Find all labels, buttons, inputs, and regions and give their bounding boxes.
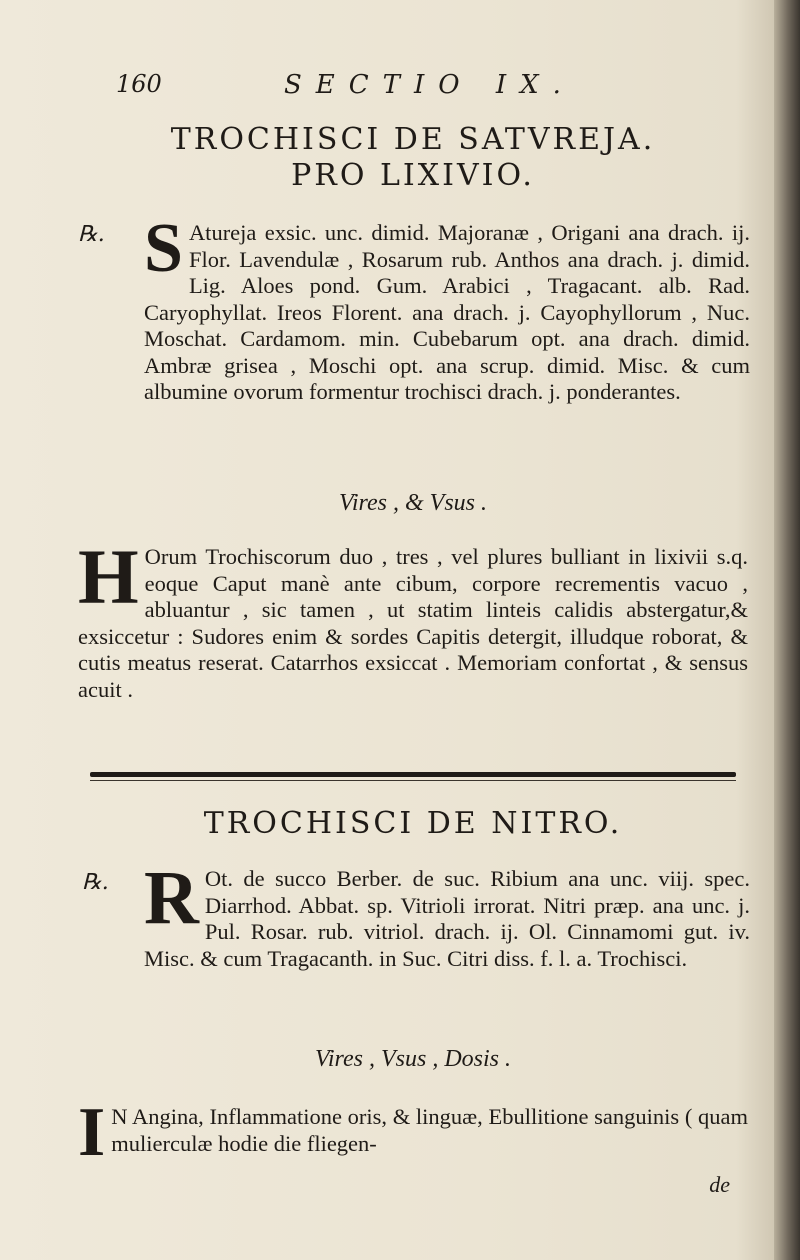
page-header	[116, 70, 676, 104]
section2-paragraph: Ot. de succo Berber. de suc. Ribium ana unc. viij. spec. Diarrhod. Abbat. sp. Vitrioli irrorat. Nitri præp. ana unc. j. Pul. Rosar. rub. vitriol. drach. ij. Ol. Cinnamomi gut. iv. Misc. & cum Tragacanth. in Suc. Citri diss. f. l. a. Trochisci.	[144, 866, 750, 971]
section1-usage	[78, 533, 748, 703]
section2-usage	[78, 1094, 748, 1171]
catchword: de	[709, 1172, 730, 1197]
recipe-symbol-2: ℞.	[82, 870, 109, 895]
section2-usage-paragraph: N Angina, Inflammatione oris, & linguæ, Ebullitione sanguinis ( quam mulierculæ hodie die fliegen-	[111, 1104, 748, 1156]
page-number: 160	[116, 70, 162, 98]
section-divider	[90, 772, 736, 777]
section1-title-line2: PRO LIXIVIO.	[291, 158, 535, 193]
section1-title-line1: TROCHISCI DE SATVREJA.	[170, 122, 656, 157]
section-divider-thin	[90, 780, 736, 781]
section2-subheading: Vires , Vsus , Dosis .	[314, 1046, 511, 1072]
running-head: SECTIO IX.	[284, 70, 575, 100]
section1-subheading: Vires , & Vsus .	[339, 490, 487, 516]
section1-recipe	[144, 210, 750, 406]
recipe-symbol: ℞.	[78, 222, 105, 247]
dropcap-s: S	[144, 210, 183, 287]
section2-title: TROCHISCI DE NITRO.	[203, 806, 623, 841]
dropcap-i: I	[78, 1094, 106, 1171]
section1-paragraph: Atureja exsic. unc. dimid. Majoranæ , Origani ana drach. ij. Flor. Lavendulæ , Rosarum rub. Anthos ana drach. j. dimid. Lig. Aloes pond. Gum. Arabici , Tragacant. alb. Rad. Caryophyllat. Ireos Florent. ana drach. j. Cayophyllorum , Nuc. Moschat. Cardamom. min. Cubebarum opt. ana drach. dimid. Ambræ grisea , Moschi opt. ana scrup. dimid. Misc. & cum albumine ovorum formentur trochisci drach. j. ponderantes.	[144, 220, 750, 404]
section2-recipe	[144, 856, 750, 972]
dropcap-r: R	[144, 856, 199, 940]
section1-usage-paragraph: Orum Trochiscorum duo , tres , vel plures bulliant in lixivii s.q. eoque Caput manè ante cibum, corpore recrementis vacuo , abluantur , sic tamen , ut statim linteis calidis abstergatur,& exsiccetur : Sudores enim & sordes Capitis detergit, illudque roborat, & cutis meatus reserat. Catarrhos exsiccat . Memoriam confortat , & sensus acuit .	[78, 544, 748, 702]
page-gutter	[774, 0, 800, 1260]
dropcap-h: H	[78, 533, 139, 620]
